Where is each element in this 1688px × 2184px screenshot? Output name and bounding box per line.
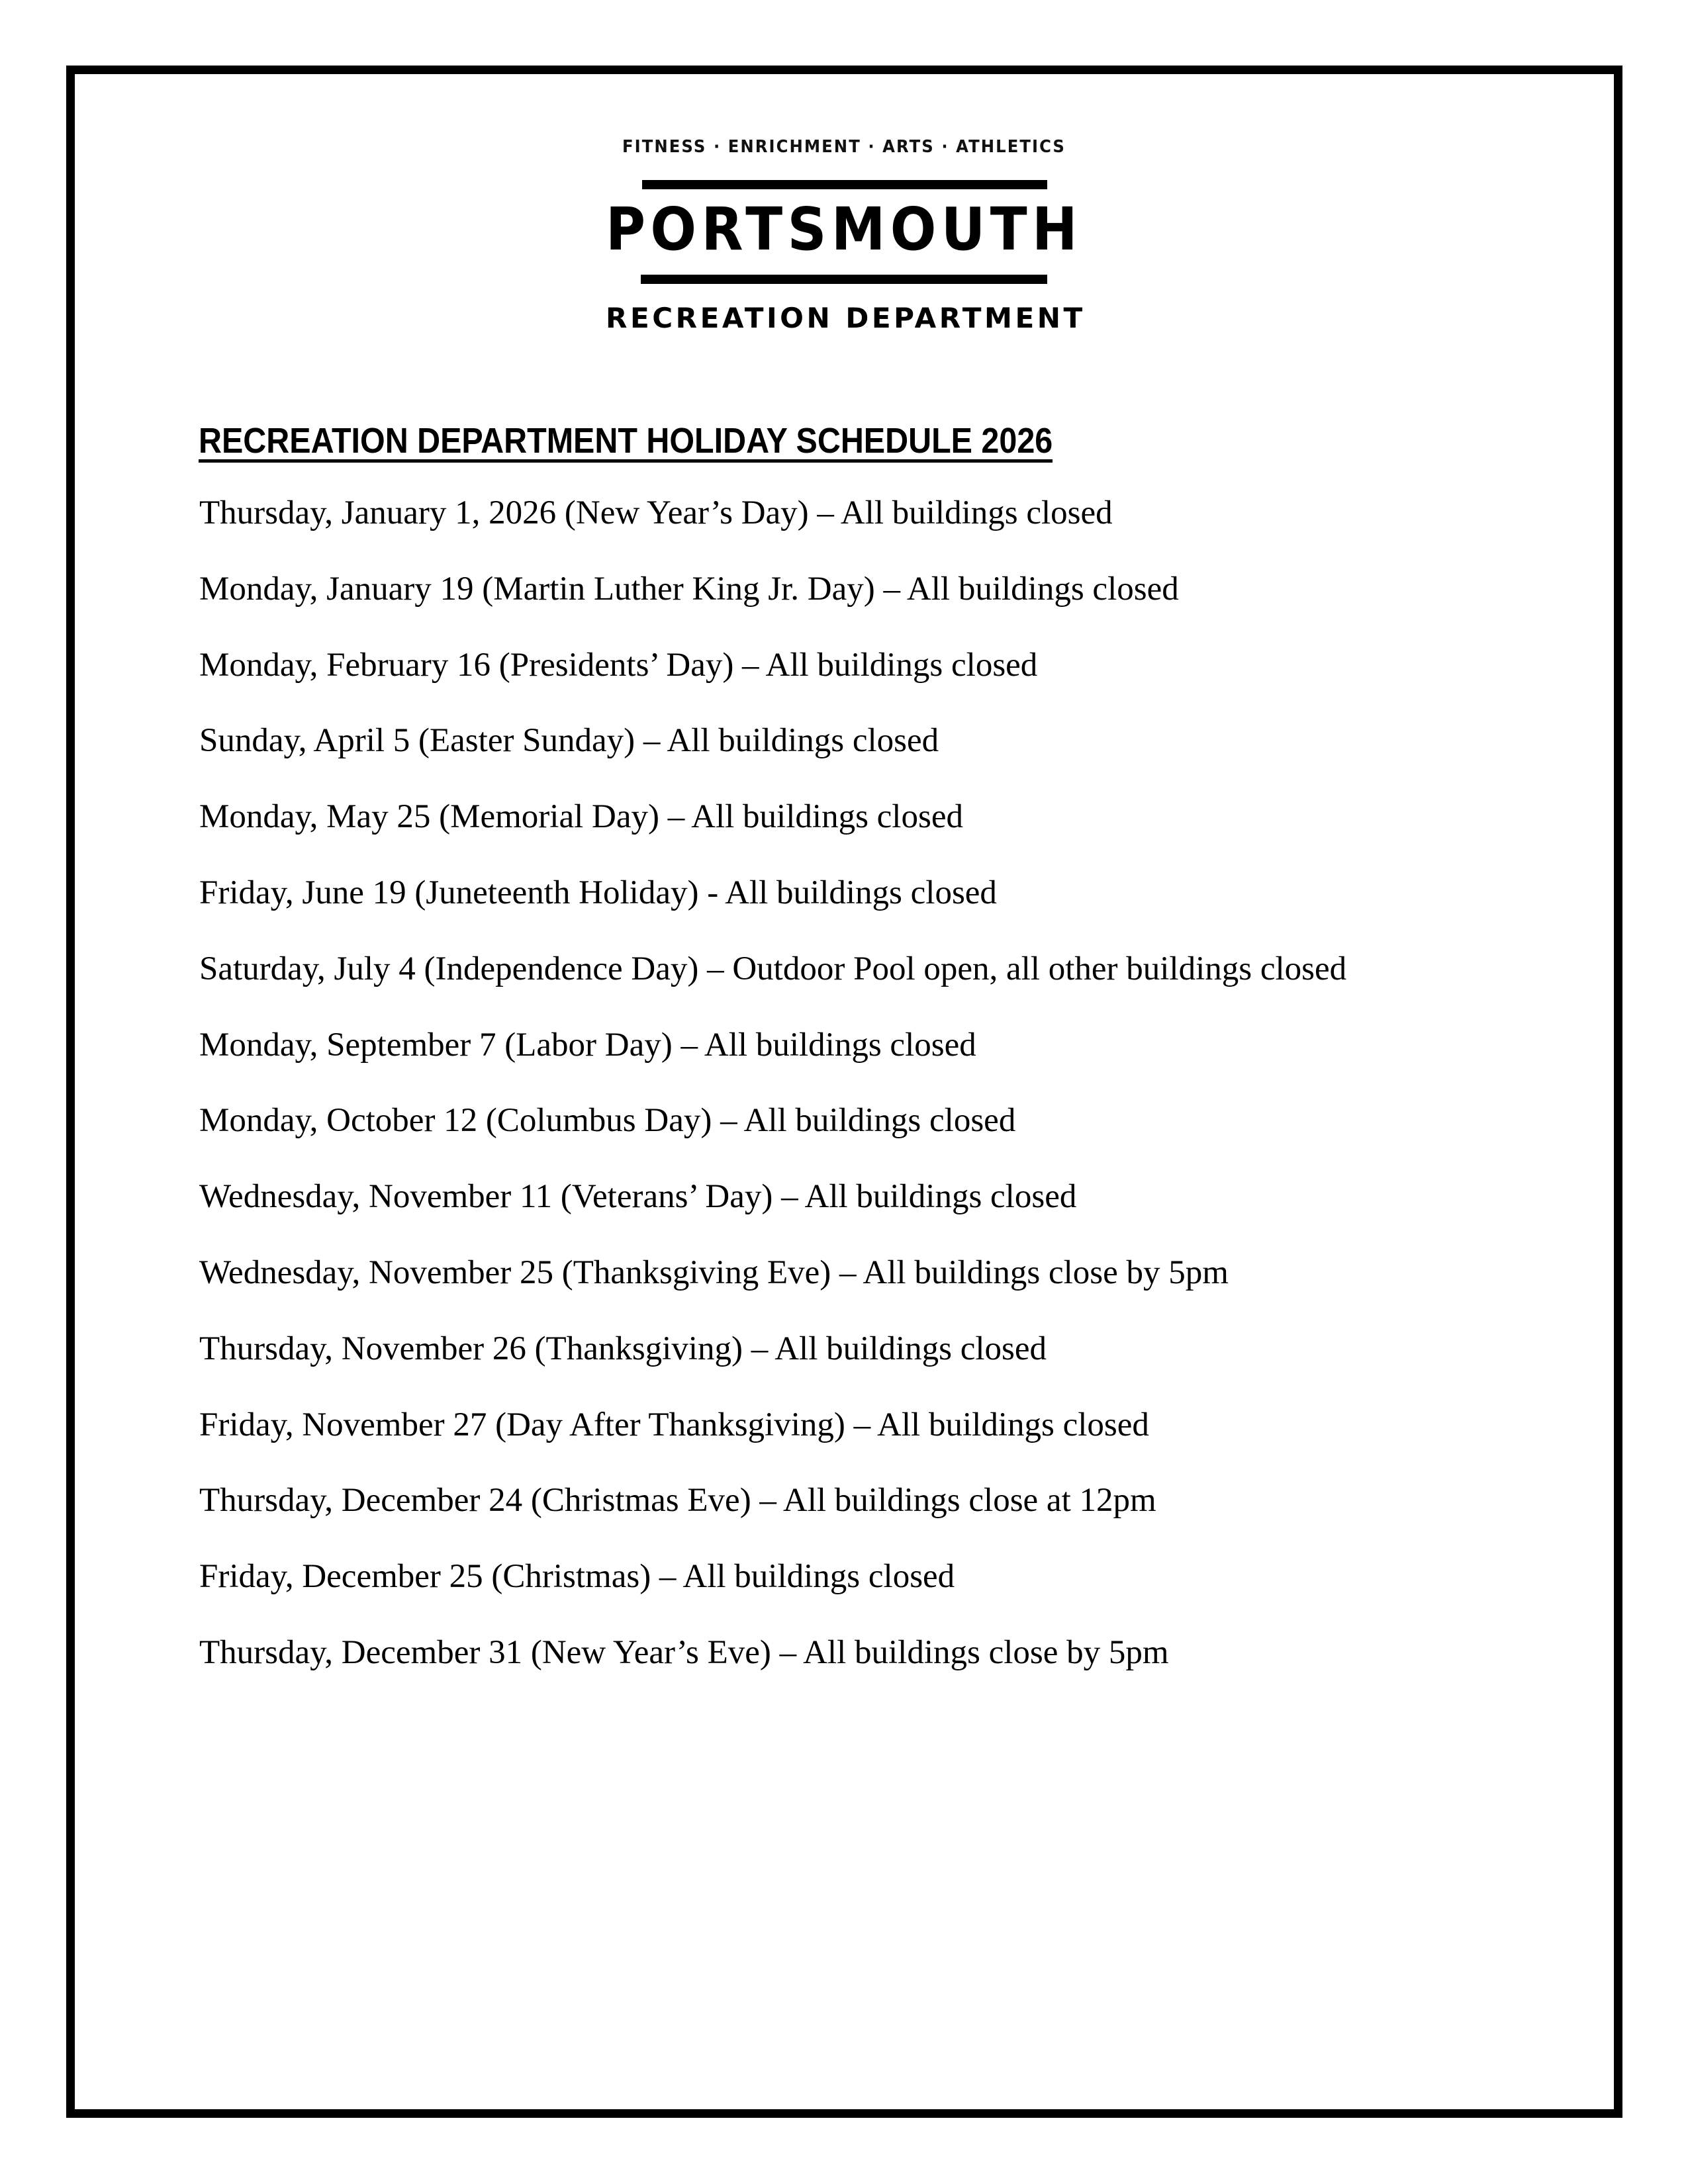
schedule-item: Saturday, July 4 (Independence Day) – Outdoor Pool open, all other buildings closed <box>199 950 1347 987</box>
schedule-item: Thursday, December 24 (Christmas Eve) – All buildings close at 12pm <box>199 1482 1156 1520</box>
logo-name <box>606 196 1082 262</box>
logo-subtitle <box>606 302 1086 335</box>
schedule-item: Friday, November 27 (Day After Thanksgiving) – All buildings closed <box>199 1406 1149 1443</box>
schedule-item: Wednesday, November 25 (Thanksgiving Eve) – All buildings close by 5pm <box>199 1253 1229 1291</box>
document-title-text: RECREATION DEPARTMENT HOLIDAY SCHEDULE 2026 <box>199 422 1053 463</box>
schedule-item: Thursday, January 1, 2026 (New Year’s Day) – All buildings closed <box>199 494 1113 531</box>
schedule-item: Friday, December 25 (Christmas) – All buildings closed <box>199 1558 955 1596</box>
document-title <box>199 421 1053 463</box>
schedule-item: Sunday, April 5 (Easter Sunday) – All buildings closed <box>199 722 939 760</box>
portsmouth-recreation-logo <box>0 0 1688 371</box>
schedule-item: Monday, September 7 (Labor Day) – All buildings closed <box>199 1026 976 1064</box>
logo-subtitle-text: RECREATION DEPARTMENT <box>606 302 1086 334</box>
logo-bottom-bar <box>641 275 1047 284</box>
logo-top-bar <box>642 180 1047 189</box>
logo-name-text: PORTSMOUTH <box>606 195 1082 263</box>
schedule-item: Monday, February 16 (Presidents’ Day) – All buildings closed <box>199 646 1038 684</box>
schedule-item: Monday, January 19 (Martin Luther King Jr. Day) – All buildings closed <box>199 570 1179 608</box>
schedule-item: Monday, October 12 (Columbus Day) – All buildings closed <box>199 1102 1016 1140</box>
holiday-schedule-list <box>199 492 1589 1707</box>
schedule-item: Thursday, November 26 (Thanksgiving) – All buildings closed <box>199 1330 1047 1367</box>
schedule-item: Friday, June 19 (Juneteenth Holiday) - All buildings closed <box>199 874 997 911</box>
schedule-item: Monday, May 25 (Memorial Day) – All buildings closed <box>199 798 963 836</box>
schedule-item: Wednesday, November 11 (Veterans’ Day) – All buildings closed <box>199 1178 1077 1216</box>
logo-tagline <box>622 136 1066 158</box>
schedule-item: Thursday, December 31 (New Year’s Eve) – All buildings close by 5pm <box>199 1633 1169 1671</box>
logo-tagline-text: FITNESS · ENRICHMENT · ARTS · ATHLETICS <box>622 137 1066 157</box>
